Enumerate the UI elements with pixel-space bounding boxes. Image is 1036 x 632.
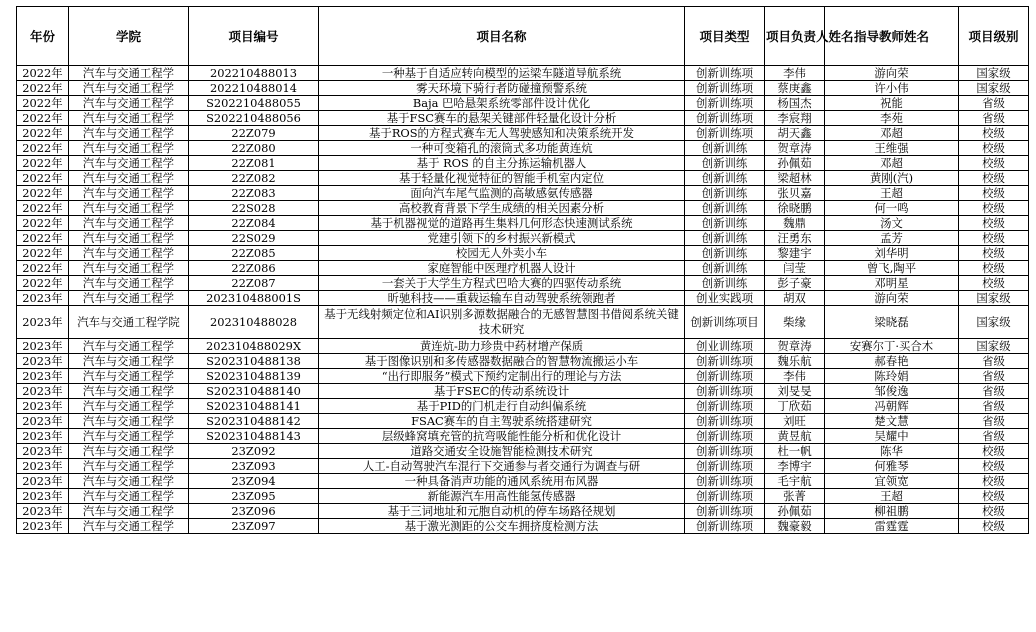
- cell-project-level: 省级: [959, 399, 1029, 414]
- cell-project-type: 创业实践项: [685, 291, 765, 306]
- cell-advisor: 何雅琴: [825, 459, 959, 474]
- cell-project-name: 基于三词地址和元胞自动机的停车场路径规划: [319, 504, 685, 519]
- cell-project-leader: 徐晓鹏: [765, 201, 825, 216]
- cell-project-name: 人工-自动驾驶汽车混行下交通参与者交通行为调查与研: [319, 459, 685, 474]
- table-row: [17, 186, 1029, 201]
- cell-project-level: 省级: [959, 111, 1029, 126]
- cell-school: 汽车与交通工程学: [69, 186, 189, 201]
- cell-school: 汽车与交通工程学: [69, 399, 189, 414]
- cell-project-level: 校级: [959, 444, 1029, 459]
- cell-project-name: 家庭智能中医理疗机器人设计: [319, 261, 685, 276]
- cell-project-type: 创新训练: [685, 141, 765, 156]
- cell-project-type: 创新训练: [685, 231, 765, 246]
- cell-project-number: 22Z079: [189, 126, 319, 141]
- cell-year: 2022年: [17, 111, 69, 126]
- table-row: [17, 399, 1029, 414]
- cell-school: 汽车与交通工程学: [69, 291, 189, 306]
- cell-advisor: 刘华明: [825, 246, 959, 261]
- cell-project-name: Baja 巴哈悬架系统零部件设计优化: [319, 96, 685, 111]
- cell-year: 2022年: [17, 126, 69, 141]
- cell-school: 汽车与交通工程学: [69, 459, 189, 474]
- cell-project-name: 一种基于自适应转向模型的运梁车隧道导航系统: [319, 66, 685, 81]
- cell-project-number: 22Z086: [189, 261, 319, 276]
- cell-year: 2023年: [17, 444, 69, 459]
- cell-school: 汽车与交通工程学: [69, 111, 189, 126]
- cell-project-number: 202310488001S: [189, 291, 319, 306]
- cell-project-leader: 闫莹: [765, 261, 825, 276]
- cell-project-leader: 梁超林: [765, 171, 825, 186]
- cell-advisor: 孟芳: [825, 231, 959, 246]
- cell-project-leader: 魏鼎: [765, 216, 825, 231]
- table-row: [17, 489, 1029, 504]
- cell-project-number: 22Z081: [189, 156, 319, 171]
- cell-year: 2022年: [17, 66, 69, 81]
- cell-project-leader: 张贝嘉: [765, 186, 825, 201]
- cell-school: 汽车与交通工程学: [69, 81, 189, 96]
- cell-project-leader: 蔡庚鑫: [765, 81, 825, 96]
- cell-advisor: 王超: [825, 489, 959, 504]
- cell-advisor: 游向荣: [825, 291, 959, 306]
- cell-project-number: S202210488056: [189, 111, 319, 126]
- cell-advisor: 陈华: [825, 444, 959, 459]
- header-row: [17, 7, 1029, 66]
- cell-project-number: S202310488138: [189, 354, 319, 369]
- cell-year: 2023年: [17, 369, 69, 384]
- cell-year: 2022年: [17, 246, 69, 261]
- cell-advisor: 游向荣: [825, 66, 959, 81]
- cell-project-number: 202310488029X: [189, 339, 319, 354]
- cell-school: 汽车与交通工程学: [69, 171, 189, 186]
- cell-project-name: 基于轻量化视觉特征的智能手机室内定位: [319, 171, 685, 186]
- cell-advisor: 祝能: [825, 96, 959, 111]
- cell-project-level: 校级: [959, 276, 1029, 291]
- table-row: [17, 369, 1029, 384]
- cell-project-level: 省级: [959, 429, 1029, 444]
- cell-project-type: 创新训练项: [685, 399, 765, 414]
- cell-project-number: S202310488139: [189, 369, 319, 384]
- project-list-table-container: [16, 6, 1029, 534]
- cell-project-number: 22Z084: [189, 216, 319, 231]
- cell-project-type: 创新训练项: [685, 354, 765, 369]
- cell-project-name: 黄连炕-助力珍贵中药材增产保质: [319, 339, 685, 354]
- cell-project-type: 创新训练项: [685, 369, 765, 384]
- cell-project-name: 基于机器视觉的道路再生集料几何形态快速测试系统: [319, 216, 685, 231]
- cell-project-number: S202310488143: [189, 429, 319, 444]
- cell-project-number: 22Z083: [189, 186, 319, 201]
- cell-year: 2022年: [17, 186, 69, 201]
- cell-project-number: 22Z082: [189, 171, 319, 186]
- cell-year: 2022年: [17, 276, 69, 291]
- cell-school: 汽车与交通工程学: [69, 489, 189, 504]
- cell-school: 汽车与交通工程学: [69, 246, 189, 261]
- cell-year: 2022年: [17, 156, 69, 171]
- cell-project-number: 202210488014: [189, 81, 319, 96]
- table-row: [17, 474, 1029, 489]
- cell-school: 汽车与交通工程学: [69, 504, 189, 519]
- cell-advisor: 梁晓磊: [825, 306, 959, 339]
- cell-project-leader: 汪勇东: [765, 231, 825, 246]
- cell-school: 汽车与交通工程学: [69, 444, 189, 459]
- cell-project-number: 22S028: [189, 201, 319, 216]
- cell-project-leader: 孙佩茹: [765, 504, 825, 519]
- cell-project-name: 一种具备消声功能的通风系统用布风器: [319, 474, 685, 489]
- table-row: [17, 291, 1029, 306]
- header-advisor: 指导教师姓名: [825, 7, 959, 66]
- cell-project-number: 22Z080: [189, 141, 319, 156]
- cell-advisor: 邓超: [825, 126, 959, 141]
- cell-project-type: 创新训练项: [685, 81, 765, 96]
- cell-advisor: 雷霆霆: [825, 519, 959, 534]
- cell-school: 汽车与交通工程学: [69, 141, 189, 156]
- cell-project-number: 23Z092: [189, 444, 319, 459]
- cell-project-level: 校级: [959, 489, 1029, 504]
- cell-school: 汽车与交通工程学: [69, 66, 189, 81]
- cell-project-name: 基于 ROS 的自主分拣运输机器人: [319, 156, 685, 171]
- cell-year: 2023年: [17, 399, 69, 414]
- cell-school: 汽车与交通工程学: [69, 156, 189, 171]
- cell-project-name: 一种可变箱孔的滚筒式多功能黄连炕: [319, 141, 685, 156]
- cell-project-name: 道路交通安全设施智能检测技术研究: [319, 444, 685, 459]
- cell-project-name: 面向汽车尾气监测的高敏感氨传感器: [319, 186, 685, 201]
- cell-school: 汽车与交通工程学: [69, 354, 189, 369]
- cell-school: 汽车与交通工程学: [69, 384, 189, 399]
- cell-project-name: 校园无人外卖小车: [319, 246, 685, 261]
- cell-project-type: 创新训练: [685, 246, 765, 261]
- header-project-level: 项目级别: [959, 7, 1029, 66]
- cell-school: 汽车与交通工程学: [69, 519, 189, 534]
- cell-advisor: 何一鸣: [825, 201, 959, 216]
- cell-school: 汽车与交通工程学: [69, 369, 189, 384]
- table-row: [17, 306, 1029, 339]
- cell-year: 2022年: [17, 96, 69, 111]
- cell-project-type: 创新训练: [685, 201, 765, 216]
- table-row: [17, 384, 1029, 399]
- cell-project-number: S202310488141: [189, 399, 319, 414]
- cell-project-number: 23Z094: [189, 474, 319, 489]
- cell-project-number: 23Z093: [189, 459, 319, 474]
- cell-project-level: 校级: [959, 141, 1029, 156]
- table-row: [17, 201, 1029, 216]
- cell-project-leader: 刘旺: [765, 414, 825, 429]
- cell-year: 2022年: [17, 201, 69, 216]
- cell-project-number: 22Z087: [189, 276, 319, 291]
- table-body: [17, 66, 1029, 534]
- cell-project-level: 校级: [959, 504, 1029, 519]
- cell-year: 2023年: [17, 414, 69, 429]
- table-row: [17, 96, 1029, 111]
- cell-project-leader: 柴缘: [765, 306, 825, 339]
- header-project-name: 项目名称: [319, 7, 685, 66]
- cell-advisor: 王超: [825, 186, 959, 201]
- table-row: [17, 504, 1029, 519]
- cell-project-level: 校级: [959, 156, 1029, 171]
- cell-project-number: S202310488140: [189, 384, 319, 399]
- cell-project-level: 校级: [959, 261, 1029, 276]
- cell-advisor: 陈玲娟: [825, 369, 959, 384]
- table-row: [17, 171, 1029, 186]
- cell-advisor: 安赛尔丁·买合木: [825, 339, 959, 354]
- header-year: 年份: [17, 7, 69, 66]
- cell-project-name: 基于图像识别和多传感器数据融合的智慧物流搬运小车: [319, 354, 685, 369]
- header-project-type: 项目类型: [685, 7, 765, 66]
- cell-project-name: 基于ROS的方程式赛车无人驾驶感知和决策系统开发: [319, 126, 685, 141]
- cell-year: 2023年: [17, 489, 69, 504]
- cell-project-type: 创业训练项: [685, 339, 765, 354]
- cell-project-level: 校级: [959, 171, 1029, 186]
- table-row: [17, 276, 1029, 291]
- cell-project-type: 创新训练项: [685, 414, 765, 429]
- cell-project-leader: 李伟: [765, 369, 825, 384]
- cell-project-name: FSAC赛车的自主驾驶系统搭建研究: [319, 414, 685, 429]
- cell-project-leader: 李博宇: [765, 459, 825, 474]
- header-school: 学院: [69, 7, 189, 66]
- table-row: [17, 216, 1029, 231]
- cell-project-number: 23Z095: [189, 489, 319, 504]
- cell-project-leader: 黄昱航: [765, 429, 825, 444]
- cell-project-leader: 刘旻旻: [765, 384, 825, 399]
- cell-project-number: S202310488142: [189, 414, 319, 429]
- cell-school: 汽车与交通工程学: [69, 201, 189, 216]
- cell-project-level: 校级: [959, 126, 1029, 141]
- cell-project-type: 创新训练项: [685, 384, 765, 399]
- cell-project-level: 校级: [959, 201, 1029, 216]
- cell-school: 汽车与交通工程学: [69, 126, 189, 141]
- table-row: [17, 156, 1029, 171]
- cell-project-number: 22Z085: [189, 246, 319, 261]
- table-row: [17, 444, 1029, 459]
- cell-project-type: 创新训练项: [685, 429, 765, 444]
- cell-advisor: 宜领宽: [825, 474, 959, 489]
- cell-advisor: 曾飞,陶平: [825, 261, 959, 276]
- cell-advisor: 邓明星: [825, 276, 959, 291]
- cell-project-level: 省级: [959, 384, 1029, 399]
- cell-year: 2023年: [17, 459, 69, 474]
- cell-project-level: 国家级: [959, 81, 1029, 96]
- cell-year: 2023年: [17, 504, 69, 519]
- cell-year: 2023年: [17, 429, 69, 444]
- cell-advisor: 冯朝辉: [825, 399, 959, 414]
- cell-year: 2022年: [17, 261, 69, 276]
- table-row: [17, 429, 1029, 444]
- table-row: [17, 66, 1029, 81]
- cell-project-name: 基于无线射频定位和AI识别多源数据融合的无感智慧图书借阅系统关键技术研究: [319, 306, 685, 339]
- cell-project-level: 国家级: [959, 339, 1029, 354]
- cell-project-name: 基于PID的门机走行自动纠偏系统: [319, 399, 685, 414]
- cell-advisor: 黄刚(汽): [825, 171, 959, 186]
- cell-project-number: 22S029: [189, 231, 319, 246]
- cell-project-level: 校级: [959, 216, 1029, 231]
- cell-project-number: 23Z096: [189, 504, 319, 519]
- cell-project-type: 创新训练项: [685, 459, 765, 474]
- cell-project-leader: 杨国杰: [765, 96, 825, 111]
- cell-project-type: 创新训练项: [685, 444, 765, 459]
- cell-project-type: 创新训练项: [685, 126, 765, 141]
- cell-project-level: 国家级: [959, 291, 1029, 306]
- cell-advisor: 郝春艳: [825, 354, 959, 369]
- cell-project-leader: 丁欣茹: [765, 399, 825, 414]
- table-row: [17, 339, 1029, 354]
- cell-year: 2022年: [17, 81, 69, 96]
- cell-project-leader: 贺章涛: [765, 141, 825, 156]
- cell-school: 汽车与交通工程学院: [69, 306, 189, 339]
- cell-advisor: 邓超: [825, 156, 959, 171]
- cell-project-leader: 魏豪毅: [765, 519, 825, 534]
- cell-project-type: 创新训练项: [685, 504, 765, 519]
- cell-school: 汽车与交通工程学: [69, 231, 189, 246]
- cell-year: 2023年: [17, 291, 69, 306]
- cell-project-type: 创新训练: [685, 216, 765, 231]
- cell-project-level: 省级: [959, 354, 1029, 369]
- cell-project-leader: 李宸翔: [765, 111, 825, 126]
- table-row: [17, 126, 1029, 141]
- cell-project-name: 昕驰科技——重载运输车自动驾驶系统领跑者: [319, 291, 685, 306]
- cell-project-type: 创新训练项: [685, 474, 765, 489]
- cell-project-level: 校级: [959, 246, 1029, 261]
- cell-school: 汽车与交通工程学: [69, 414, 189, 429]
- cell-project-type: 创新训练项: [685, 519, 765, 534]
- cell-year: 2022年: [17, 141, 69, 156]
- cell-project-number: S202210488055: [189, 96, 319, 111]
- project-list-table: [16, 6, 1029, 534]
- cell-project-type: 创新训练: [685, 276, 765, 291]
- cell-project-leader: 杜一帆: [765, 444, 825, 459]
- cell-advisor: 李苑: [825, 111, 959, 126]
- cell-year: 2022年: [17, 231, 69, 246]
- cell-year: 2023年: [17, 306, 69, 339]
- cell-project-name: 雾天环境下骑行者防碰撞预警系统: [319, 81, 685, 96]
- cell-advisor: 王维强: [825, 141, 959, 156]
- cell-project-level: 省级: [959, 414, 1029, 429]
- table-row: [17, 231, 1029, 246]
- cell-project-level: 校级: [959, 519, 1029, 534]
- table-row: [17, 459, 1029, 474]
- cell-project-leader: 贺章涛: [765, 339, 825, 354]
- cell-project-type: 创新训练: [685, 261, 765, 276]
- cell-school: 汽车与交通工程学: [69, 261, 189, 276]
- cell-project-name: “出行即服务”模式下预约定制出行的理论与方法: [319, 369, 685, 384]
- cell-project-name: 层级蜂窝填充管的抗弯吸能性能分析和优化设计: [319, 429, 685, 444]
- cell-project-type: 创新训练项: [685, 111, 765, 126]
- cell-project-leader: 胡双: [765, 291, 825, 306]
- cell-project-type: 创新训练: [685, 171, 765, 186]
- cell-project-type: 创新训练项: [685, 96, 765, 111]
- cell-project-name: 一套关于大学生方程式巴哈大赛的四驱传动系统: [319, 276, 685, 291]
- cell-project-name: 基于激光测距的公交车拥挤度检测方法: [319, 519, 685, 534]
- header-project-leader: 项目负责人姓名: [765, 7, 825, 66]
- table-row: [17, 354, 1029, 369]
- cell-project-type: 创新训练项: [685, 66, 765, 81]
- cell-project-number: 202210488013: [189, 66, 319, 81]
- cell-project-name: 基于FSC赛车的悬架关键部件轻量化设计分析: [319, 111, 685, 126]
- cell-project-type: 创新训练项: [685, 489, 765, 504]
- cell-project-leader: 毛宇航: [765, 474, 825, 489]
- cell-school: 汽车与交通工程学: [69, 96, 189, 111]
- cell-project-name: 高校教育背景下学生成绩的相关因素分析: [319, 201, 685, 216]
- cell-year: 2022年: [17, 171, 69, 186]
- header-project-number: 项目编号: [189, 7, 319, 66]
- cell-year: 2023年: [17, 384, 69, 399]
- cell-advisor: 柳祖鹏: [825, 504, 959, 519]
- cell-project-type: 创新训练项目: [685, 306, 765, 339]
- cell-project-number: 23Z097: [189, 519, 319, 534]
- cell-year: 2023年: [17, 474, 69, 489]
- table-row: [17, 414, 1029, 429]
- cell-school: 汽车与交通工程学: [69, 429, 189, 444]
- cell-project-leader: 黎建宇: [765, 246, 825, 261]
- table-row: [17, 141, 1029, 156]
- cell-school: 汽车与交通工程学: [69, 216, 189, 231]
- cell-year: 2022年: [17, 216, 69, 231]
- table-row: [17, 111, 1029, 126]
- cell-project-number: 202310488028: [189, 306, 319, 339]
- table-row: [17, 81, 1029, 96]
- cell-project-level: 校级: [959, 231, 1029, 246]
- cell-project-name: 基于FSEC的传动系统设计: [319, 384, 685, 399]
- cell-school: 汽车与交通工程学: [69, 276, 189, 291]
- cell-project-level: 国家级: [959, 306, 1029, 339]
- cell-project-name: 新能源汽车用高性能氢传感器: [319, 489, 685, 504]
- cell-project-level: 校级: [959, 186, 1029, 201]
- cell-project-leader: 彭子豪: [765, 276, 825, 291]
- table-row: [17, 246, 1029, 261]
- cell-project-leader: 孙佩茹: [765, 156, 825, 171]
- cell-project-leader: 胡天鑫: [765, 126, 825, 141]
- cell-year: 2023年: [17, 354, 69, 369]
- cell-project-leader: 魏乐航: [765, 354, 825, 369]
- cell-advisor: 楚文慧: [825, 414, 959, 429]
- cell-advisor: 邹俊逸: [825, 384, 959, 399]
- cell-project-type: 创新训练: [685, 186, 765, 201]
- table-row: [17, 261, 1029, 276]
- cell-school: 汽车与交通工程学: [69, 474, 189, 489]
- cell-advisor: 汤文: [825, 216, 959, 231]
- cell-project-level: 省级: [959, 369, 1029, 384]
- cell-project-leader: 李伟: [765, 66, 825, 81]
- cell-project-name: 党建引领下的乡村振兴新模式: [319, 231, 685, 246]
- table-row: [17, 519, 1029, 534]
- cell-project-level: 国家级: [959, 66, 1029, 81]
- cell-school: 汽车与交通工程学: [69, 339, 189, 354]
- cell-project-level: 校级: [959, 474, 1029, 489]
- cell-year: 2023年: [17, 339, 69, 354]
- cell-year: 2023年: [17, 519, 69, 534]
- cell-advisor: 许小伟: [825, 81, 959, 96]
- cell-project-level: 校级: [959, 459, 1029, 474]
- cell-project-leader: 张菁: [765, 489, 825, 504]
- cell-project-type: 创新训练: [685, 156, 765, 171]
- cell-advisor: 吴耀中: [825, 429, 959, 444]
- cell-project-level: 省级: [959, 96, 1029, 111]
